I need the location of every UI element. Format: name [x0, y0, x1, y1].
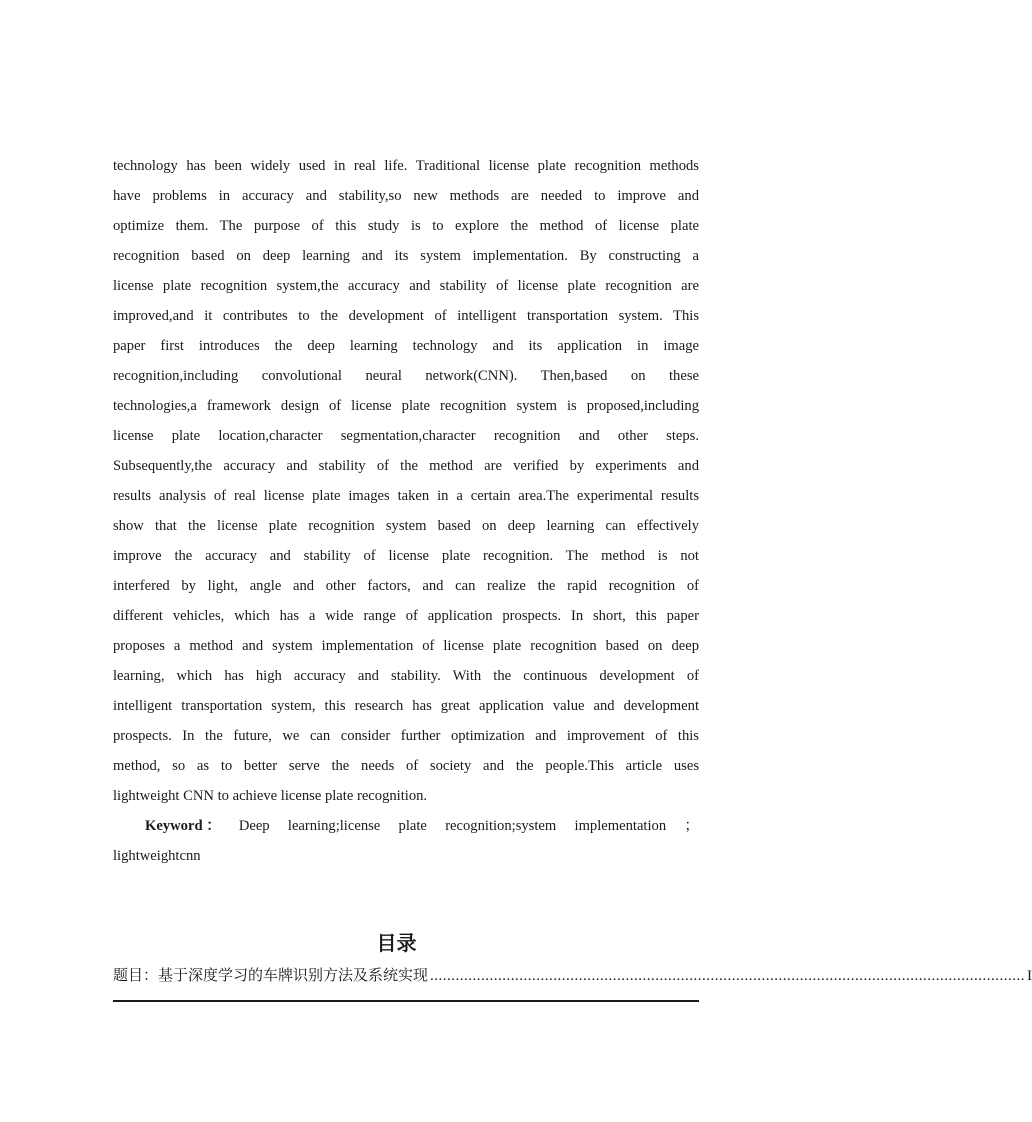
- keyword-label: Keyword ：: [145, 818, 221, 834]
- abstract-line: [113, 241, 699, 271]
- abstract-line-text: proposes a method and system implementation of license plate recognition based on deep: [113, 638, 699, 654]
- keyword-line: [113, 811, 699, 841]
- abstract-line-text: learning, which has high accuracy and stability. With the continuous development of: [113, 668, 699, 684]
- abstract-line: [113, 571, 699, 601]
- abstract-line: [113, 331, 699, 361]
- abstract-line: [113, 721, 699, 751]
- abstract-line: [113, 661, 699, 691]
- toc-entry-label: 目：基于深度学习的车牌识别方法及系统实现: [128, 966, 429, 984]
- abstract-line-text: show that the license plate recognition system based on deep learning can effectively: [113, 518, 699, 534]
- toc-entry[interactable]: [113, 961, 1032, 989]
- abstract-line-text: method, so as to better serve the needs of society and the people.This article uses: [113, 758, 699, 774]
- toc-entry-label-prefix: 题: [113, 966, 129, 984]
- abstract-line: [113, 271, 699, 301]
- abstract-line: [113, 151, 699, 181]
- abstract-line: [113, 751, 699, 781]
- abstract-line-text: technologies,a framework design of license plate recognition system is proposed,including: [113, 398, 699, 414]
- abstract-line: [113, 391, 699, 421]
- abstract-line: [113, 421, 699, 451]
- keyword-continuation: lightweightcnn: [113, 848, 201, 864]
- abstract-line-text: different vehicles, which has a wide range of application prospects. In short, this paper: [113, 608, 699, 624]
- abstract-line: [113, 211, 699, 241]
- abstract-line: [113, 781, 699, 811]
- abstract-line-text: recognition based on deep learning and its system implementation. By constructing a: [113, 248, 699, 264]
- abstract-line: [113, 691, 699, 721]
- abstract-line-text: lightweight CNN to achieve license plate recognition.: [113, 788, 428, 804]
- abstract-line: [113, 631, 699, 661]
- toc-divider: [113, 1000, 699, 1002]
- abstract-line-text: results analysis of real license plate images taken in a certain area.The experimental results: [113, 488, 699, 504]
- abstract-line-text: license plate location,character segmentation,character recognition and other steps.: [113, 428, 699, 444]
- abstract-line-text: technology has been widely used in real life. Traditional license plate recognition methods: [113, 158, 699, 174]
- abstract-line-text: prospects. In the future, we can consider further optimization and improvement of this: [113, 728, 699, 744]
- abstract-line: [113, 481, 699, 511]
- keyword-text: Deep learning;license plate recognition;system implementation ；: [238, 818, 699, 834]
- abstract-line-text: improved,and it contributes to the development of intelligent transportation system. This: [113, 308, 699, 324]
- abstract-body: [113, 151, 699, 871]
- abstract-line-text: Subsequently,the accuracy and stability of the method are verified by experiments and: [113, 458, 699, 474]
- abstract-line-text: license plate recognition system,the accuracy and stability of license plate recognition are: [113, 278, 699, 294]
- abstract-line: [113, 301, 699, 331]
- abstract-line: [113, 511, 699, 541]
- toc-leader-dots: ............................................................................................................................................: [430, 968, 1026, 984]
- abstract-line-text: improve the accuracy and stability of license plate recognition. The method is not: [113, 548, 699, 564]
- abstract-line-text: recognition,including convolutional neural network(CNN). Then,based on these: [113, 368, 699, 384]
- abstract-line-text: interfered by light, angle and other factors, and can realize the rapid recognition of: [113, 578, 699, 594]
- abstract-line: [113, 601, 699, 631]
- abstract-line: [113, 541, 699, 571]
- abstract-line: [113, 181, 699, 211]
- abstract-line-text: have problems in accuracy and stability,so new methods are needed to improve and: [113, 188, 699, 204]
- toc-page-number: I: [1027, 968, 1032, 984]
- abstract-line: [113, 451, 699, 481]
- abstract-line: [113, 361, 699, 391]
- abstract-line-text: optimize them. The purpose of this study is to explore the method of license plate: [113, 218, 699, 234]
- toc-title: 目录: [376, 931, 417, 955]
- abstract-line-text: intelligent transportation system, this research has great application value and development: [113, 698, 699, 714]
- abstract-line-text: paper first introduces the deep learning technology and its application in image: [113, 338, 699, 354]
